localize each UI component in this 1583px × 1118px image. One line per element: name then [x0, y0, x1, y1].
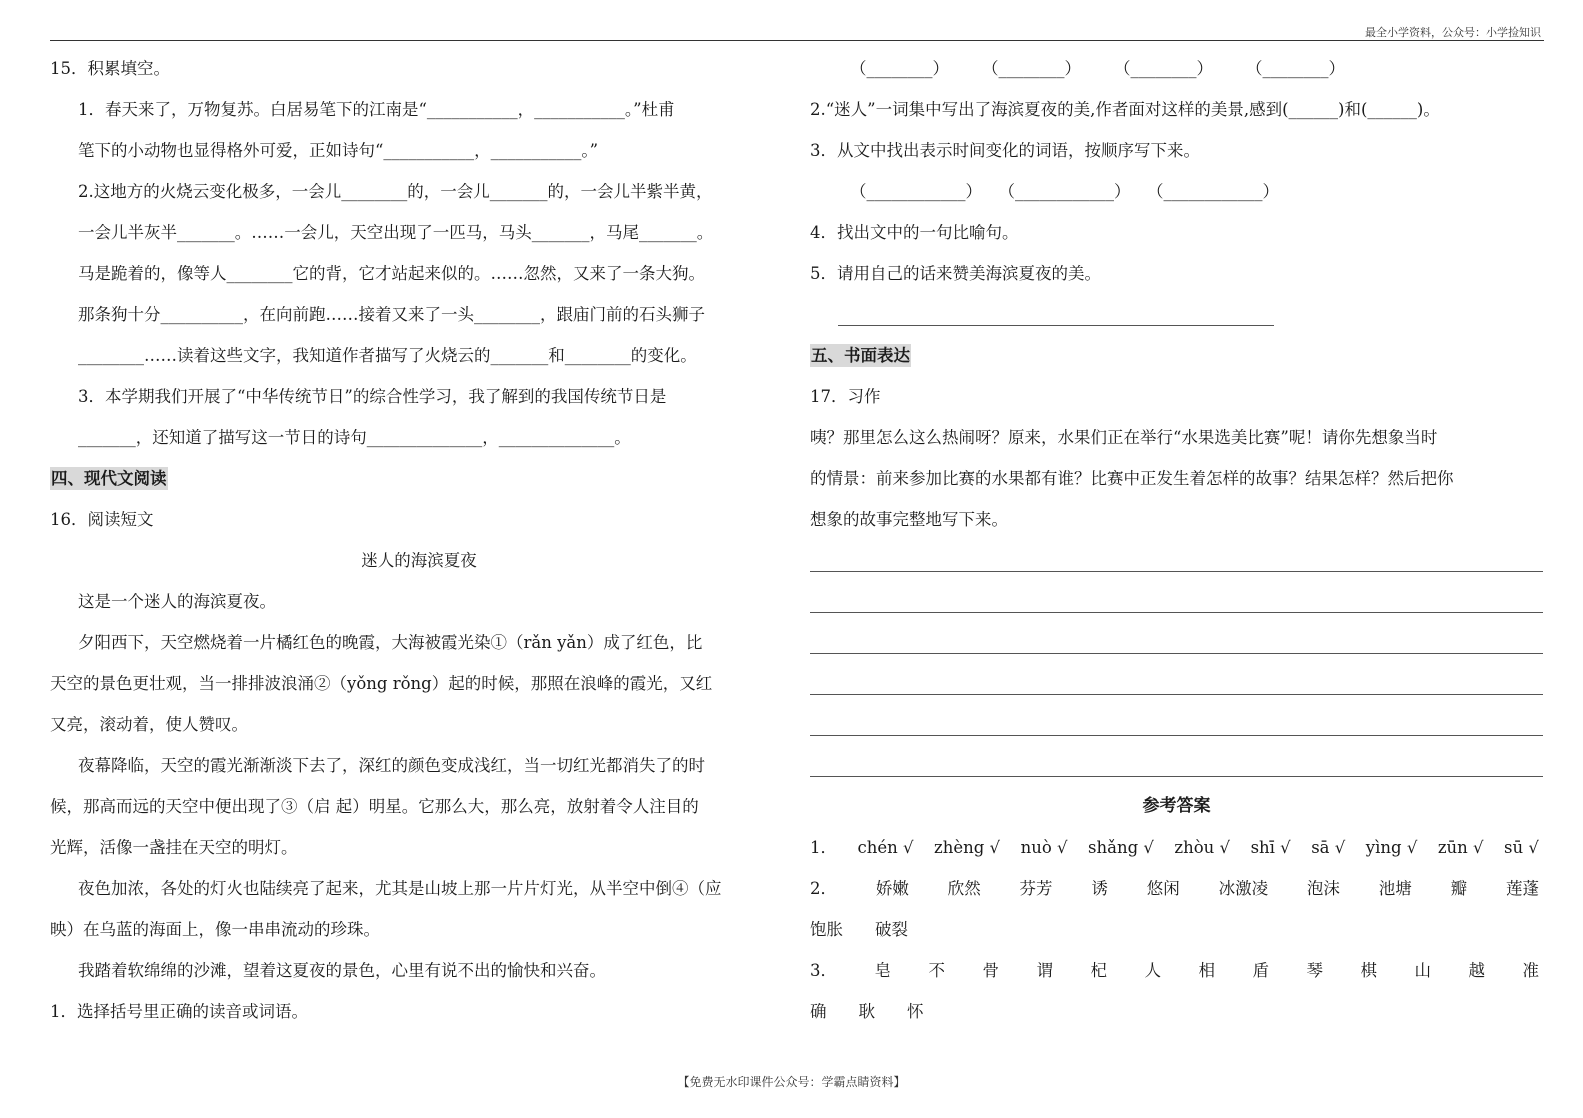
answer-item: nuò √: [1020, 838, 1068, 857]
text-line: 夜色加浓，各处的灯火也陆续亮了起来，尤其是山坡上那一片片灯光，从半空中倒④（应: [78, 879, 722, 898]
answer-item: 准: [1522, 961, 1539, 980]
text-line: 4．找出文中的一句比喻句。: [810, 223, 1019, 242]
writing-line: [810, 745, 1543, 786]
right-column: [810, 48, 1543, 1032]
text-line: 马是跪着的，像等人________它的背，它才站起来似的。……忽然，又来了一条大狗。: [78, 264, 705, 283]
text-line: 5．请用自己的话来赞美海滨夏夜的美。: [810, 264, 1101, 283]
section-heading-text: 五、书面表达: [811, 346, 910, 365]
text-line: 一会儿半灰半_______。……一会儿，天空出现了一匹马，马头_______，马尾_______。: [78, 223, 714, 242]
answer-item: zūn √: [1437, 838, 1484, 857]
answer-item: 不: [928, 961, 945, 980]
answer-item: 相: [1198, 961, 1215, 980]
answer-item: 确: [810, 1002, 827, 1021]
answer-number: 3．: [810, 961, 837, 980]
answer-row: [810, 827, 1543, 868]
text-line: （________） （________） （________） （________）: [850, 59, 1345, 78]
answer-item: 骨: [982, 961, 999, 980]
answer-item: 瓣: [1450, 879, 1468, 898]
text-line: 3．本学期我们开展了“中华传统节日”的综合性学习，我了解到的我国传统节日是: [78, 387, 667, 406]
text-line: 1．选择括号里正确的读音或词语。: [50, 1002, 308, 1021]
answer-title: 参考答案: [1142, 796, 1211, 816]
answer-number: 2．: [810, 879, 837, 898]
answer-item: 池塘: [1378, 879, 1412, 898]
answer-item: 盾: [1252, 961, 1269, 980]
answer-item: shǎng √: [1088, 838, 1154, 857]
text-line: 这是一个迷人的海滨夏夜。: [78, 592, 276, 611]
answer-row: [810, 868, 1543, 909]
text-line: 1．春天来了，万物复苏。白居易笔下的江南是“___________，___________。”杜甫: [78, 100, 675, 119]
text-line: 17．习作: [810, 387, 881, 406]
left-column: [50, 48, 788, 1032]
header-rule: [50, 40, 1544, 41]
text-line: 夜幕降临，天空的霞光渐渐淡下去了，深红的颜色变成浅红，当一切红光都消失了的时: [78, 756, 705, 775]
text-line: 15．积累填空。: [50, 59, 170, 78]
answer-item: 杞: [1090, 961, 1107, 980]
answer-item: zhòu √: [1174, 838, 1231, 857]
footer-note: 【免费无水印课件公众号：学霸点睛资料】: [677, 1075, 906, 1089]
text-line: 16．阅读短文: [50, 510, 154, 529]
answer-number: 1．: [810, 838, 837, 857]
answer-item: 诱: [1091, 879, 1108, 898]
text-line: 候，那高而远的天空中便出现了③（启 起）明星。它那么大，那么亮，放射着令人注目的: [50, 797, 699, 816]
text-line: 笔下的小动物也显得格外可爱，正如诗句“___________，___________。”: [78, 141, 599, 160]
answer-line: [810, 294, 1543, 335]
text-line: 映）在乌蓝的海面上，像一串串流动的珍珠。: [50, 920, 380, 939]
answer-item: 欣然: [947, 879, 981, 898]
answer-item: shī √: [1250, 838, 1291, 857]
text-line: 那条狗十分__________，在向前跑……接着又来了一头________，跟庙门前的石头狮子: [78, 305, 705, 324]
text-line: 天空的景色更壮观，当一排排波浪涌②（yǒng rǒng）起的时候，那照在浪峰的霞光，又红: [50, 674, 713, 693]
answer-item: yìng √: [1365, 838, 1418, 857]
answer-item: 悠闲: [1146, 879, 1180, 898]
writing-line: [810, 622, 1543, 663]
text-line: （____________） （____________） （____________）: [850, 182, 1279, 201]
section-heading: [810, 335, 1543, 376]
section-heading: [50, 458, 788, 499]
header-note: 最全小学资料，公众号：小学捡知识: [1365, 26, 1541, 39]
answer-item: 越: [1468, 961, 1485, 980]
passage-title: 迷人的海滨夏夜: [361, 551, 477, 570]
answer-item: 破裂: [875, 920, 908, 939]
answer-row: [810, 991, 1543, 1032]
answer-item: chén √: [857, 838, 914, 857]
answer-item: 耿: [858, 1002, 875, 1021]
text-line: 我踏着软绵绵的沙滩，望着这夏夜的景色，心里有说不出的愉快和兴奋。: [78, 961, 606, 980]
answer-item: 怀: [907, 1002, 924, 1021]
section-heading-text: 四、现代文阅读: [51, 469, 167, 488]
answer-row: [810, 909, 1543, 950]
text-line: 又亮，滚动着，使人赞叹。: [50, 715, 248, 734]
answer-item: 谓: [1036, 961, 1053, 980]
text-line: 光辉，活像一盏挂在天空的明灯。: [50, 838, 298, 857]
writing-line: [810, 704, 1543, 745]
answer-item: 泡沫: [1306, 879, 1340, 898]
answer-row: [810, 950, 1543, 991]
text-line: ________……读着这些文字，我知道作者描写了火烧云的_______和________的变化。: [78, 346, 697, 365]
text-line: 想象的故事完整地写下来。: [810, 510, 1008, 529]
answer-item: 琴: [1306, 961, 1323, 980]
answer-item: sū √: [1504, 838, 1539, 857]
answer-item: 莲蓬: [1505, 879, 1539, 898]
answer-item: 芬芳: [1019, 879, 1053, 898]
answer-item: sā √: [1311, 838, 1346, 857]
writing-line: [810, 540, 1543, 581]
answer-item: 皂: [874, 961, 891, 980]
text-line: 夕阳西下，天空燃烧着一片橘红色的晚霞，大海被霞光染①（rǎn yǎn）成了红色，比: [78, 633, 703, 652]
answer-item: 娇嫩: [875, 879, 909, 898]
text-line: 2.“迷人”一词集中写出了海滨夏夜的美,作者面对这样的美景,感到(______)和(______)。: [810, 100, 1440, 119]
writing-line: [810, 581, 1543, 622]
answer-item: 人: [1144, 961, 1161, 980]
answer-item: 饱胀: [810, 920, 843, 939]
text-line: 咦？那里怎么这么热闹呀？原来，水果们正在举行“水果选美比赛”呢！请你先想象当时: [810, 428, 1438, 447]
text-line: _______，还知道了描写这一节日的诗句______________，______________。: [78, 428, 631, 447]
answer-item: 山: [1414, 961, 1431, 980]
text-line: 2.这地方的火烧云变化极多，一会儿________的，一会儿_______的，一会儿半紫半黄，: [78, 182, 713, 201]
text-line: 3．从文中找出表示时间变化的词语，按顺序写下来。: [810, 141, 1200, 160]
writing-line: [810, 663, 1543, 704]
text-line: 的情景：前来参加比赛的水果都有谁？比赛中正发生着怎样的故事？结果怎样？然后把你: [810, 469, 1454, 488]
answer-item: zhèng √: [934, 838, 1001, 857]
answer-item: 棋: [1360, 961, 1377, 980]
answer-item: 冰激凌: [1218, 879, 1269, 898]
